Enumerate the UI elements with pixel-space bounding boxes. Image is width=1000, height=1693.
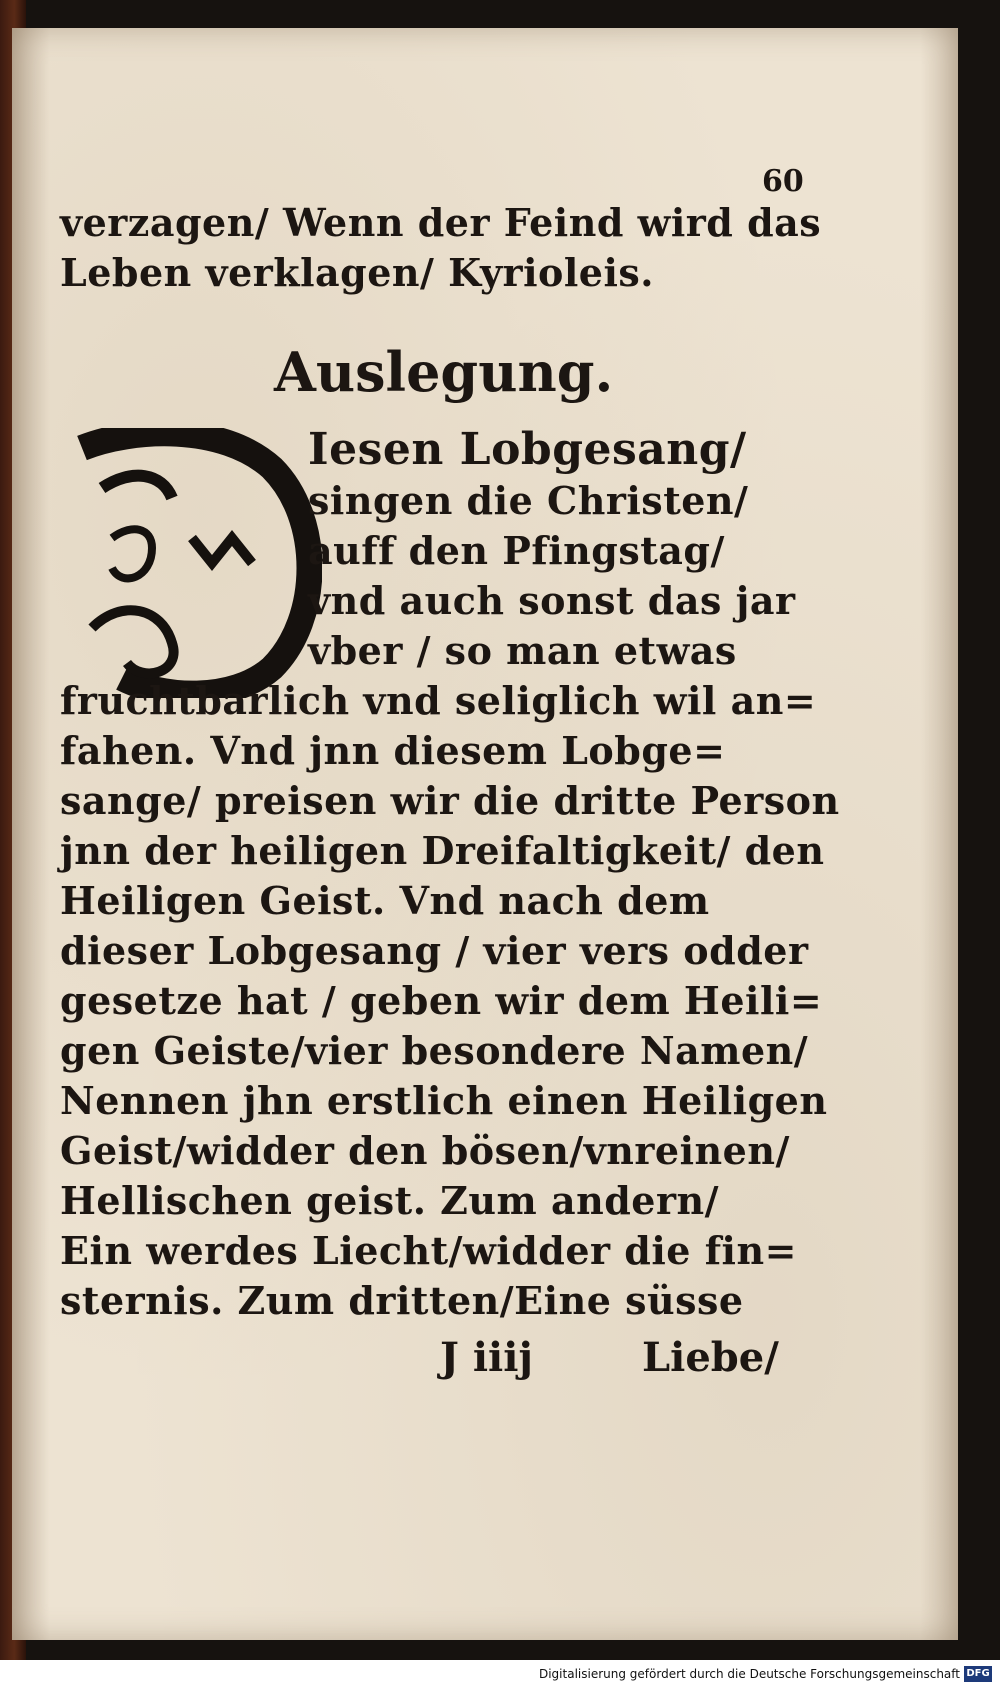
body-line-12: gesetze hat / geben wir dem Heili= [60, 978, 823, 1023]
body-line-1: Iesen Lobgesang/ [308, 424, 747, 475]
body-line-15: Geist/widder den bösen/vnreinen/ [60, 1128, 790, 1173]
top-line-2: Leben verklagen/ Kyrioleis. [60, 250, 655, 295]
body-line-9: jnn der heiligen Dreifaltigkeit/ den [60, 828, 825, 873]
body-line-5: vber / so man etwas [308, 628, 737, 673]
body-line-13: gen Geiste/vier besondere Namen/ [60, 1028, 809, 1073]
book-page [12, 28, 958, 1640]
body-line-2: singen die Christen/ [308, 478, 749, 523]
footer-bar [0, 1660, 1000, 1693]
body-line-16: Hellischen geist. Zum andern/ [60, 1178, 719, 1223]
top-line-1: verzagen/ Wenn der Feind wird das [60, 200, 822, 245]
body-line-10: Heiligen Geist. Vnd nach dem [60, 878, 710, 923]
page-number: 60 [762, 164, 804, 199]
signature-mark: J iiij [440, 1334, 533, 1381]
body-line-14: Nennen jhn erstlich einen Heiligen [60, 1078, 828, 1123]
body-line-18: sternis. Zum dritten/Eine süsse [60, 1278, 744, 1323]
decorated-initial [72, 428, 322, 698]
initial-ornament-icon [72, 428, 322, 698]
body-line-3: auff den Pfingstag/ [308, 528, 725, 573]
body-line-7: fahen. Vnd jnn diesem Lobge= [60, 728, 726, 773]
digitization-credit: Digitalisierung gefördert durch die Deutsche Forschungsgemeinschaft [538, 1667, 960, 1681]
body-line-8: sange/ preisen wir die dritte Person [60, 778, 840, 823]
section-heading: Auslegung. [274, 340, 614, 404]
body-line-4: vnd auch sonst das jar [308, 578, 796, 623]
body-line-17: Ein werdes Liecht/widder die fin= [60, 1228, 797, 1273]
body-line-11: dieser Lobgesang / vier vers odder [60, 928, 809, 973]
catchword: Liebe/ [642, 1334, 779, 1381]
body-line-6: fruchtbarlich vnd seliglich wil an= [60, 678, 817, 723]
dfg-logo-icon: DFG [964, 1666, 992, 1682]
